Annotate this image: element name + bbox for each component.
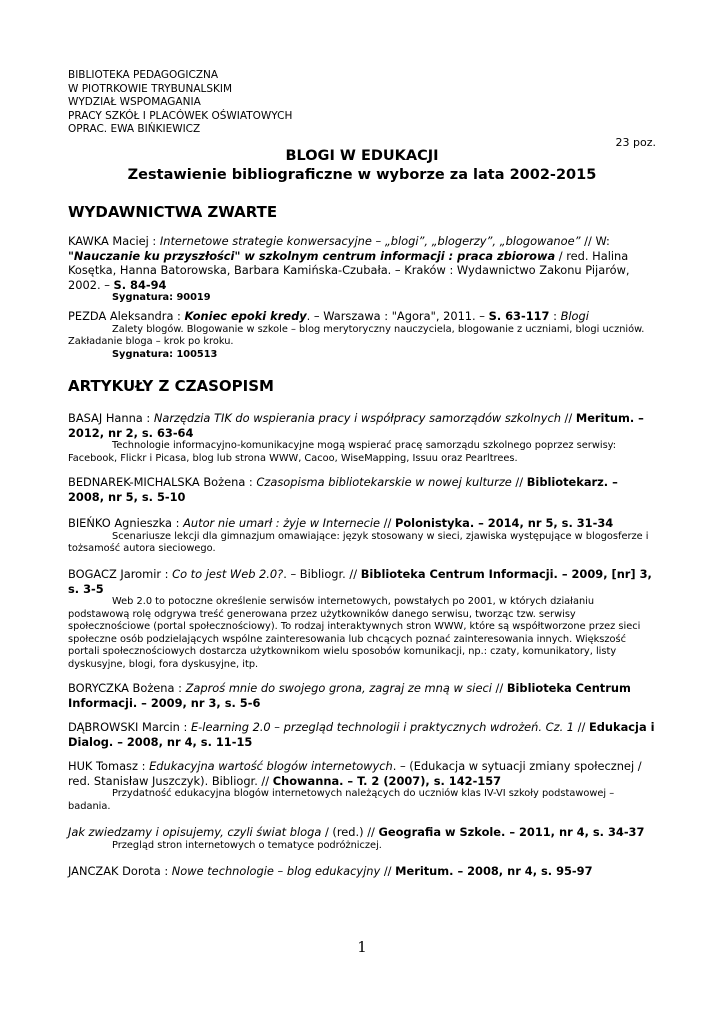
entry-source: Biblioteka Centrum Informacji. – 2009, nr 3, s. 5-6 [68,681,631,710]
entry-annotation: Zalety blogów. Blogowanie w szkole – blog merytoryczny nauczyciela, blogowanie z uczniami, blogi uczniów. Zakładanie bloga – krok po kroku. [68,323,645,348]
entry-author: BEDNAREK-MICHALSKA Bożena : [68,475,257,489]
header-line: WYDZIAŁ WSPOMAGANIA [68,96,201,108]
entry-details: / (red.) // [321,825,379,839]
entry-citation [68,759,656,788]
section-heading-articles: ARTYKUŁY Z CZASOPISM [68,377,274,395]
entry-title: Edukacyjna wartość blogów internetowych [149,759,393,773]
bibliography-entry-bednarek [68,475,656,504]
entry-separator: // [560,411,576,425]
header-line: BIBLIOTEKA PEDAGOGICZNA [68,69,219,81]
entry-annotation: Przegląd stron internetowych o tematyce podróżniczej. [112,839,382,851]
header-line: PRACY SZKÓŁ I PLACÓWEK OŚWIATOWYCH [68,109,293,122]
bibliography-entry-basaj [68,411,656,465]
entry-author: BIEŃKO Agnieszka : [68,516,184,530]
page-number: 1 [357,938,367,956]
entry-separator: // W: [580,234,610,248]
entry-separator: : [549,309,561,323]
entry-title: Jak zwiedzamy i opisujemy, czyli świat bloga [68,825,322,839]
entry-separator: // [491,681,507,695]
entry-source: Meritum. – 2008, nr 4, s. 95-97 [395,864,593,878]
entry-separator: // [574,720,589,734]
entry-signature: Sygnatura: 90019 [112,292,211,304]
entry-title: Co to jest Web 2.0? [172,567,284,581]
entry-annotation: Przydatność edukacyjna blogów internetowych należących do uczniów klas IV-VI szkoły podstawowej – badania. [68,788,615,812]
entry-citation [68,864,656,879]
entry-citation [68,309,656,324]
entry-author: BOGACZ Jaromir : [68,567,173,581]
entry-author: HUK Tomasz : [68,759,150,773]
entry-citation [68,681,656,710]
entry-author: DĄBROWSKI Marcin : [68,720,191,734]
document-subtitle: Zestawienie bibliograficzne w wyborze za lata 2002-2015 [127,167,597,183]
entry-annotation: Technologie informacyjno-komunikacyjne mogą wspierać pracę samorządu szkolnego poprzez serwisy: Facebook, Flickr i Picasa, blog lub strona WWW, Cacoo, WiseMapping, Issuu oraz Pearltrees. [68,440,617,464]
entry-details: / red. Halina Kosętka, Hanna Batorowska, Barbara Kamińska-Czubała. – Kraków : Wydawnictwo Zakonu Pijarów, 2002. – [68,248,630,292]
entry-author: JANCZAK Dorota : [68,864,172,878]
entry-citation [68,720,656,749]
section-heading-books: WYDAWNICTWA ZWARTE [68,203,278,221]
entry-title: Internetowe strategie konwersacyjne – „blogi”, „blogerzy”, „blogowanoe” [159,234,581,248]
entry-citation [68,411,656,440]
entry-source: Geografia w Szkole. – 2011, nr 4, s. 34-37 [378,825,645,839]
document-title: BLOGI W EDUKACJI [285,148,439,164]
bibliography-entry-bienko [68,516,656,556]
entry-separator: // [511,475,527,489]
institution-header [68,69,292,137]
bibliography-entry-pezda [68,309,656,361]
entry-citation [68,475,656,504]
entry-signature: Sygnatura: 100513 [112,348,218,360]
item-count: 23 poz. [615,136,656,149]
entry-pages: S. 84-94 [113,277,167,292]
entry-separator: // [380,864,396,878]
entry-title: E-learning 2.0 – przegląd technologii i praktycznych wdrożeń. Cz. 1 [190,720,575,734]
entry-citation [68,234,656,292]
entry-annotation: Scenariusze lekcji dla gimnazjum omawiające: język stosowany w sieci, zjawiska występujące w blogosferze i tożsamość autora sieciowego. [68,530,649,555]
entry-separator: // [380,516,395,530]
bibliography-entry-boryczka [68,681,656,710]
entry-details: . – Warszawa : "Agora", 2011. – [306,309,489,323]
entry-title: Czasopisma bibliotekarskie w nowej kulturze [256,475,512,489]
entry-source: Edukacja i Dialog. – 2008, nr 4, s. 11-15 [68,720,655,749]
entry-title: Nowe technologie – blog edukacyjny [171,864,381,878]
entry-source: "Nauczanie ku przyszłości" w szkolnym centrum informacji : praca zbiorowa [68,248,556,263]
entry-citation [68,825,656,840]
entry-source: Polonistyka. – 2014, nr 5, s. 31-34 [394,516,614,530]
header-line: OPRAC. EWA BIŃKIEWICZ [68,123,201,135]
entry-annotation: Web 2.0 to potoczne określenie serwisów internetowych, powstałych po 2001, w których działaniu podstawową rolę odgrywa treść generowana przez użytkowników danego serwisu, tworząc tzw. serwisy społecznościowe (portal społecznościowy). To rodzaj interaktywnych stron WWW, które są współtworzone przez sieci społeczne osób podzielających wspólne zainteresowania lub chcących poznać zainteresowania innych. Większość portali społecznościowych dostarcza użytkownikom wielu sposobów komunikacji, np.: czaty, komunikatory, listy dyskusyjne, blogi, fora dyskusyjne, itp. [68,596,641,670]
entry-author: BASAJ Hanna : [68,411,154,425]
entry-author: BORYCZKA Bożena : [68,681,186,695]
entry-source: Chowanna. – T. 2 (2007), s. 142-157 [272,773,502,788]
bibliography-entry-dabrowski [68,720,656,749]
bibliography-entry-bogacz [68,567,656,671]
entry-title: Zaproś mnie do swojego grona, zagraj ze mną w sieci [185,681,492,695]
entry-title: Koniec epoki kredy [184,309,307,323]
entry-author: PEZDA Aleksandra : [68,309,185,323]
entry-source: Meritum. – 2012, nr 2, s. 63-64 [68,411,644,440]
entry-source: Bibliotekarz. – 2008, nr 5, s. 5-10 [68,475,618,504]
bibliography-entry-kawka [68,234,656,305]
entry-pages: S. 63-117 [488,309,550,323]
entry-series: Blogi [560,309,589,323]
header-line: W PIOTRKOWIE TRYBUNALSKIM [68,82,233,95]
entry-details: . – Bibliogr. // [283,567,361,581]
entry-source: Biblioteka Centrum Informacji. – 2009, [nr] 3, s. 3-5 [68,567,652,596]
entry-details: . – (Edukacja w sytuacji zmiany społecznej / red. Stanisław Juszczyk). Bibliogr. // [68,759,642,788]
bibliography-entry-zwiedzamy [68,825,656,852]
bibliography-entry-janczak [68,864,656,879]
entry-author: KAWKA Maciej : [68,234,160,248]
entry-citation [68,516,656,531]
entry-title: Narzędzia TIK do wspierania pracy i współpracy samorządów szkolnych [153,411,561,425]
entry-citation [68,567,656,596]
bibliography-entry-huk [68,759,656,813]
entry-title: Autor nie umarł : żyje w Internecie [183,516,381,530]
